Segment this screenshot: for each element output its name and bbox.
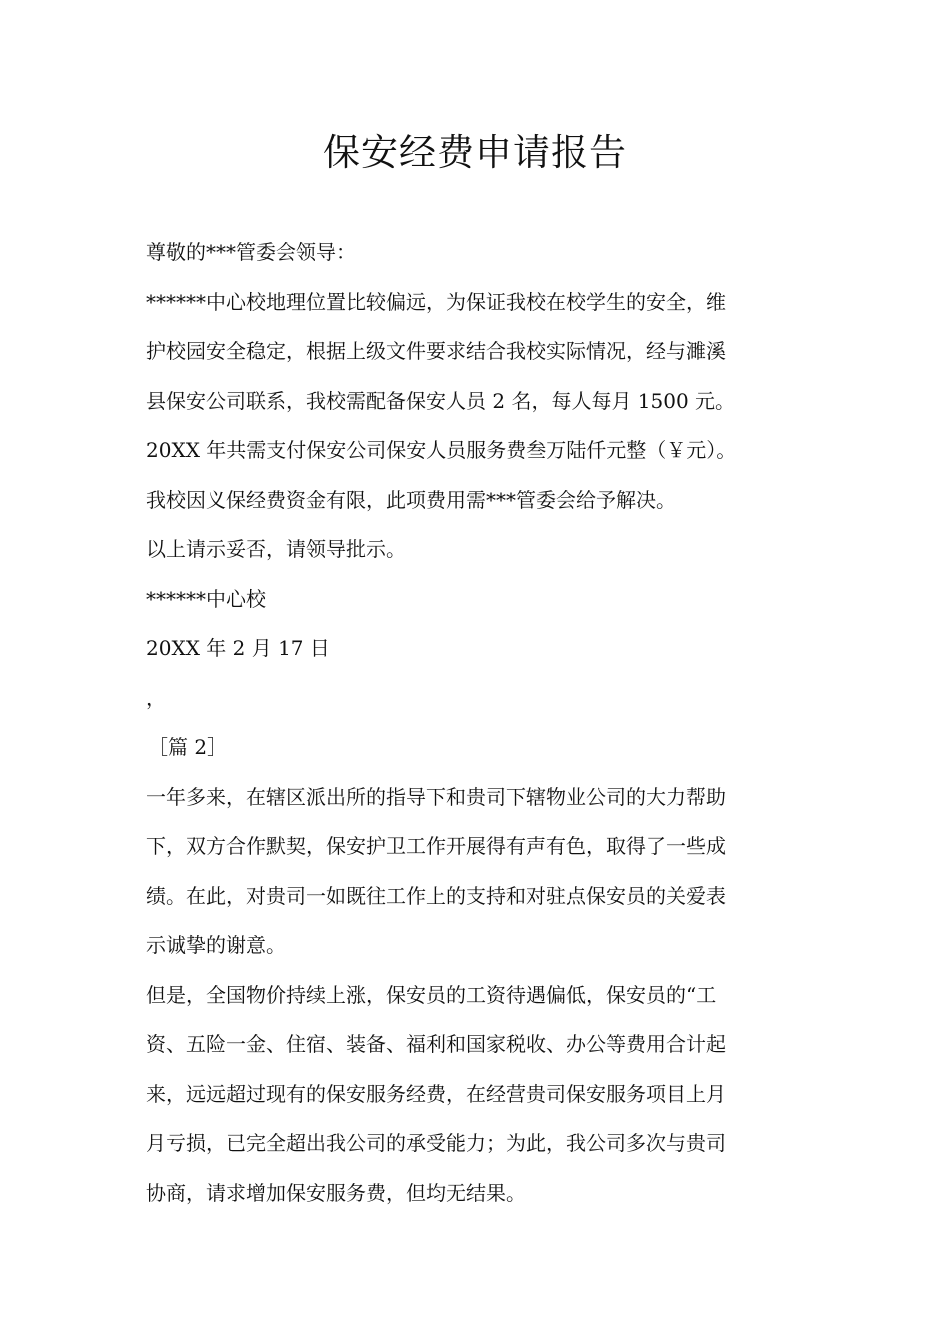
paragraph-line: 绩。在此，对贵司一如既往工作上的支持和对驻点保安员的关爱表 (146, 883, 726, 908)
date-line: 20XX 年 2 月 17 日 (146, 636, 330, 660)
paragraph-line: 县保安公司联系，我校需配备保安人员 2 名，每人每月 1500 元。 (146, 388, 736, 413)
paragraph-line: 一年多来，在辖区派出所的指导下和贵司下辖物业公司的大力帮助 (146, 784, 726, 809)
paragraph-line: 20XX 年共需支付保安公司保安人员服务费叁万陆仟元整（￥元）。 (146, 438, 737, 462)
paragraph-line: 来，远远超过现有的保安服务经费，在经营贵司保安服务项目上月 (146, 1081, 726, 1106)
paragraph-line: 护校园安全稳定，根据上级文件要求结合我校实际情况，经与濉溪 (146, 339, 726, 363)
paragraph-line: 示诚挚的谢意。 (146, 933, 286, 957)
signature-line: ******中心校 (146, 586, 266, 611)
document-title: 保安经费申请报告 (323, 131, 627, 174)
document-body (146, 228, 826, 1218)
salutation-line: 尊敬的***管委会领导： (146, 240, 356, 264)
paragraph-line: ******中心校地理位置比较偏远，为保证我校在校学生的安全，维 (146, 289, 726, 314)
paragraph-line: 以上请示妥否，请领导批示。 (146, 537, 406, 561)
paragraph-line: 下，双方合作默契，保安护卫工作开展得有声有色，取得了一些成 (146, 834, 726, 858)
paragraph-line: 月亏损，已完全超出我公司的承受能力；为此，我公司多次与贵司 (146, 1131, 726, 1155)
section-heading: ［篇 2］ (148, 735, 228, 759)
paragraph-line: 但是，全国物价持续上涨，保安员的工资待遇偏低，保安员的“工 (146, 982, 717, 1007)
paragraph-line: 资、五险一金、住宿、装备、福利和国家税收、办公等费用合计起 (146, 1032, 726, 1056)
separator-line: ， (146, 685, 166, 710)
paragraph-line: 我校因义保经费资金有限，此项费用需***管委会给予解决。 (146, 487, 676, 512)
paragraph-line: 协商，请求增加保安服务费，但均无结果。 (146, 1180, 526, 1205)
